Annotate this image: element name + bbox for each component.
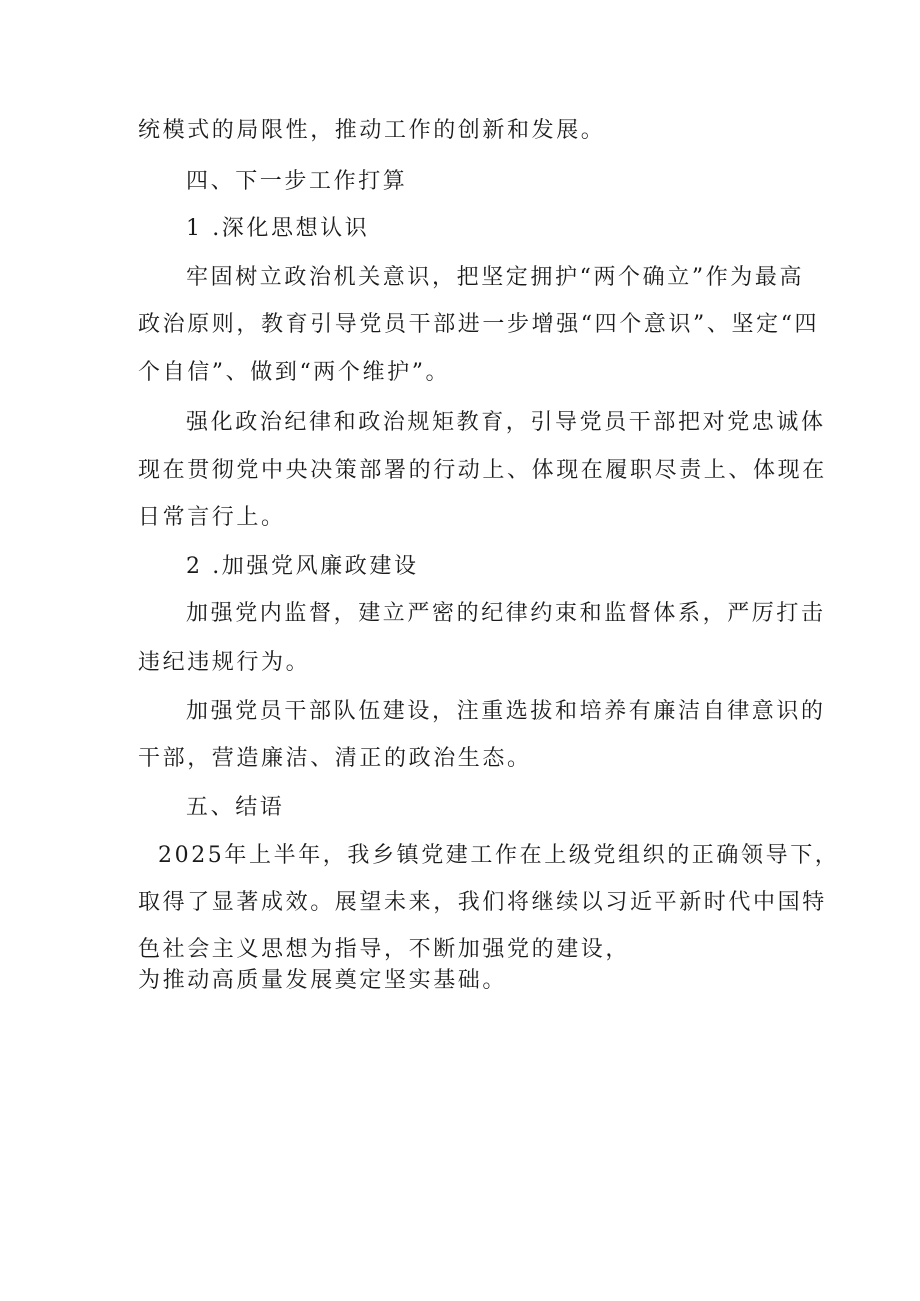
section-heading: 五、结语 [186,795,285,820]
paragraph-line: 强化政治纪律和政治规矩教育，引导党员干部把对党忠诚体 [186,410,826,435]
paragraph-line: 违纪违规行为。 [138,650,311,675]
paragraph-line: 为推动高质量发展奠定坚实基础。 [138,968,508,993]
paragraph-line: 取得了显著成效。展望未来，我们将继续以习近平新时代中国特 [138,890,827,915]
paragraph-line: 个自信”、做到“两个维护”。 [138,360,451,385]
paragraph-line: 政治原则，教育引导党员干部进一步增强“四个意识”、坚定“四 [138,312,820,337]
paragraph-line: 2025年上半年，我乡镇党建工作在上级党组织的正确领导下， [158,843,840,868]
paragraph-line: 牢固树立政治机关意识，把坚定拥护“两个确立”作为最高 [186,265,805,290]
subsection-heading: 1 .深化思想认识 [186,216,370,241]
paragraph-line: 统模式的局限性，推动工作的创新和发展。 [138,118,606,143]
paragraph-line: 干部，营造廉洁、清正的政治生态。 [138,746,532,771]
paragraph-line: 加强党内监督，建立严密的纪律约束和监督体系，严厉打击 [186,601,826,626]
paragraph-line: 现在贯彻党中央决策部署的行动上、体现在履职尽责上、体现在 [138,458,827,483]
paragraph-line: 色社会主义思想为指导，不断加强党的建设， [138,937,631,962]
subsection-heading: 2 .加强党风廉政建设 [186,554,419,579]
paragraph-line: 日常言行上。 [138,505,286,530]
paragraph-line: 加强党员干部队伍建设，注重选拔和培养有廉洁自律意识的 [186,699,826,724]
section-heading: 四、下一步工作打算 [186,169,408,194]
